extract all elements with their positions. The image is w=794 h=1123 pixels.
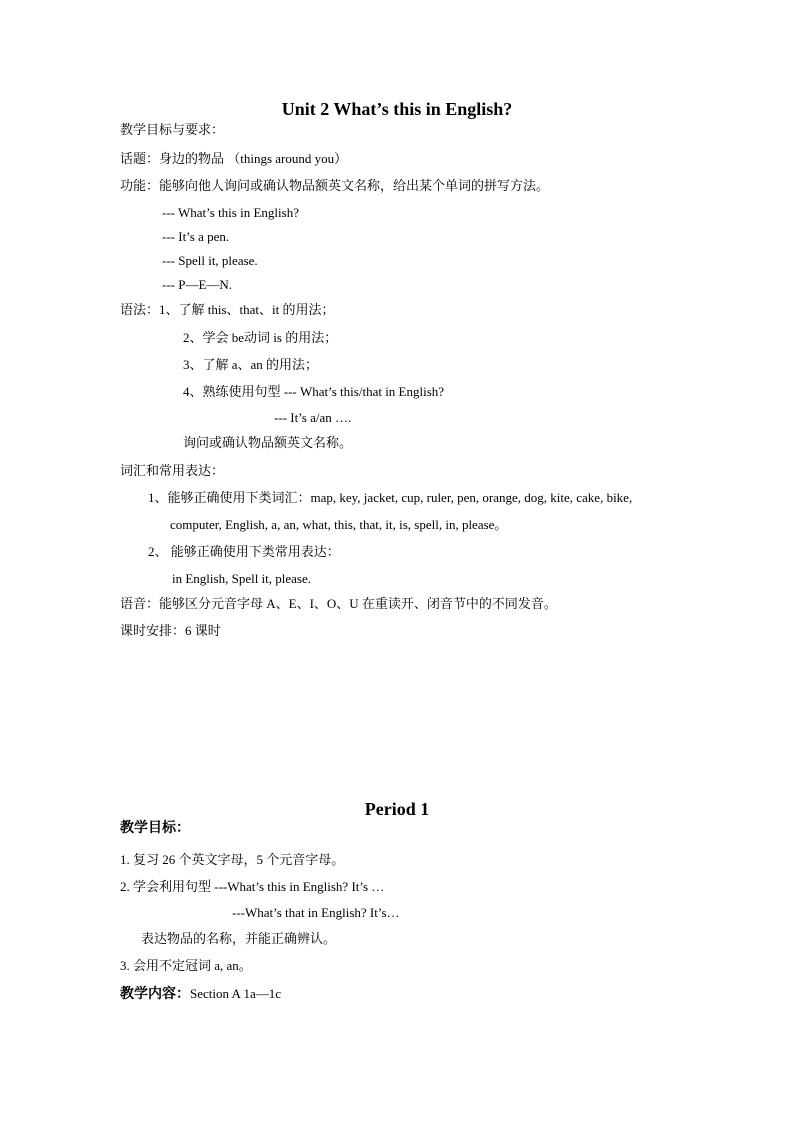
dialog-line-4: --- P—E—N. [162,277,233,292]
grammar-line-4: 4、熟练使用句型 --- What’s this/that in English? [183,384,445,399]
grammar-line-2: 2、学会 be动词 is 的用法； [183,330,338,345]
teaching-content-label: 教学内容： [120,987,190,1002]
period-goal-2c: 表达物品的名称，并能正确辨认。 [141,931,337,946]
period-title: Period 1 [364,799,430,819]
phonetics-line: 语音：能够区分元音字母 A、E、I、O、U 在重读开、闭音节中的不同发音。 [120,596,557,611]
topic-line: 话题：身边的物品 （things around you） [120,151,348,166]
vocab-line-1b: computer, English, a, an, what, this, that, it, is, spell, in, please。 [170,517,508,532]
function-line: 功能：能够向他人询问或确认物品额英文名称，给出某个单词的拼写方法。 [120,178,550,193]
vocab-heading: 词汇和常用表达： [120,463,225,478]
grammar-line-3: 3、了解 a、an 的用法； [183,357,319,372]
vocab-line-2: 2、 能够正确使用下类常用表达： [148,544,340,559]
period-goal-1: 1. 复习 26 个英文字母，5 个元音字母。 [120,852,345,867]
dialog-line-1: --- What’s this in English? [162,205,299,220]
dialog-line-3: --- Spell it, please. [162,253,258,268]
period-goal-2b: ---What’s that in English? It’s… [232,905,400,920]
schedule-line: 课时安排：6 课时 [120,623,221,638]
period-goal-2: 2. 学会利用句型 ---What’s this in English? It’s … [120,879,385,894]
grammar-line-1: 语法：1、了解 this、that、it 的用法； [120,302,335,317]
teaching-content-line [120,986,281,1003]
period-goal-3: 3. 会用不定冠词 a, an。 [120,958,252,973]
dialog-line-2: --- It’s a pen. [162,229,230,244]
goals-heading: 教学目标与要求： [120,122,225,137]
vocab-line-1: 1、能够正确使用下类词汇：map, key, jacket, cup, ruler, pen, orange, dog, kite, cake, bike, [148,490,633,505]
unit-title: Unit 2 What’s this in English? [281,99,513,119]
vocab-line-2b: in English, Spell it, please. [172,571,312,586]
grammar-line-4c: 询问或确认物品额英文名称。 [183,435,353,450]
grammar-line-4b: --- It’s a/an …. [274,410,352,425]
teaching-content-value: Section A 1a—1c [190,986,281,1001]
period-goals-heading: 教学目标： [120,821,190,836]
